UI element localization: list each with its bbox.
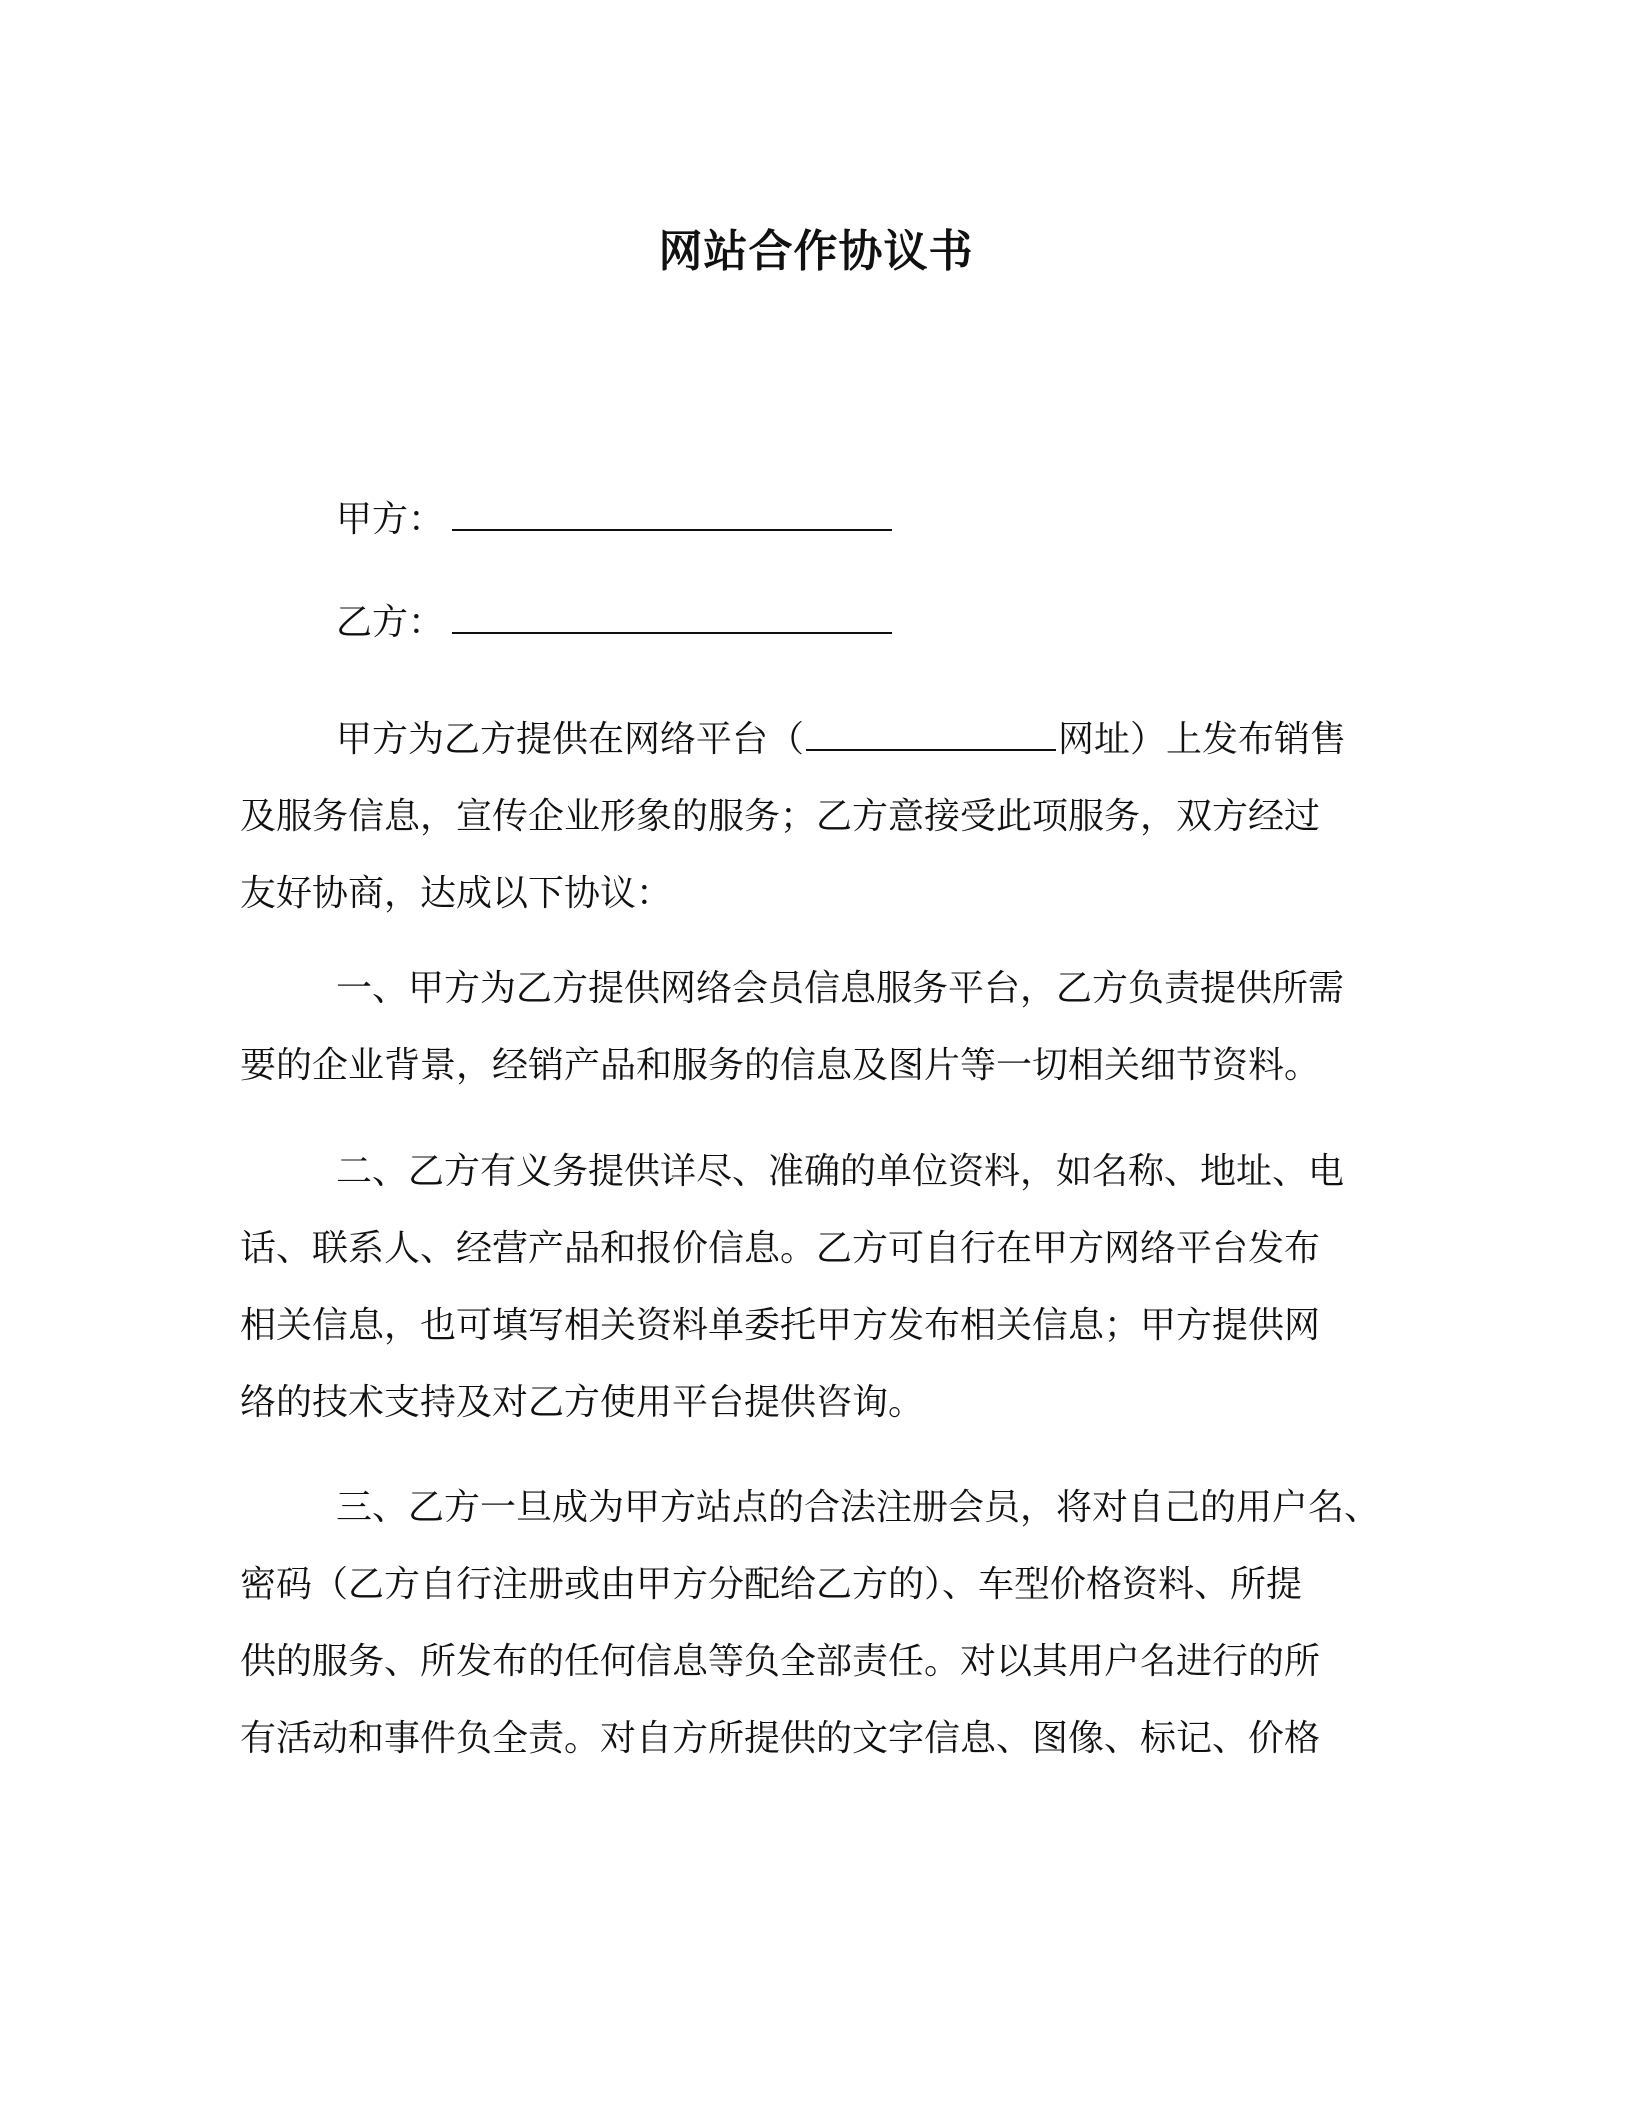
party-b-label: 乙方：: [336, 602, 445, 643]
party-a-blank: [452, 495, 892, 531]
clause-3-line: 供的服务、所发布的任何信息等负全部责任。对以其用户名进行的所: [240, 1641, 1321, 1682]
party-b-blank: [452, 598, 892, 634]
intro-line: 及服务信息，宣传企业形象的服务；乙方意接受此项服务，双方经过: [240, 796, 1321, 837]
clause-1-line: 一、甲方为乙方提供网络会员信息服务平台，乙方负责提供所需: [336, 968, 1345, 1009]
intro-text-before-blank: 甲方为乙方提供在网络平台（: [336, 719, 805, 760]
party-b-line: [336, 598, 892, 647]
clause-2-line: 二、乙方有义务提供详尽、准确的单位资料，如名称、地址、电: [336, 1151, 1345, 1192]
clause-2-line: 络的技术支持及对乙方使用平台提供咨询。: [240, 1382, 925, 1423]
clause-3: [240, 1469, 1420, 1777]
document-title: 网站合作协议书: [658, 226, 974, 277]
party-a-label: 甲方：: [336, 499, 445, 540]
intro-text-after-blank: 网址）上发布销售: [1058, 719, 1347, 760]
party-a-line: [336, 495, 892, 544]
intro-line: 友好协商，达成以下协议：: [240, 873, 673, 914]
clause-1: [240, 950, 1420, 1104]
clause-2-line: 话、联系人、经营产品和报价信息。乙方可自行在甲方网络平台发布: [240, 1228, 1321, 1269]
website-blank: [806, 715, 1056, 751]
clause-3-line: 密码（乙方自行注册或由甲方分配给乙方的）、车型价格资料、所提: [240, 1564, 1303, 1605]
clause-2-line: 相关信息，也可填写相关资料单委托甲方发布相关信息；甲方提供网: [240, 1305, 1321, 1346]
clause-3-line: 三、乙方一旦成为甲方站点的合法注册会员，将对自己的用户名、: [336, 1487, 1381, 1528]
intro-line: [240, 701, 1420, 778]
clause-3-line: 有活动和事件负全责。对自方所提供的文字信息、图像、标记、价格: [240, 1718, 1321, 1759]
clause-1-line: 要的企业背景，经销产品和服务的信息及图片等一切相关细节资料。: [240, 1045, 1321, 1086]
clause-2: [240, 1133, 1420, 1441]
intro-paragraph: [240, 701, 1420, 932]
